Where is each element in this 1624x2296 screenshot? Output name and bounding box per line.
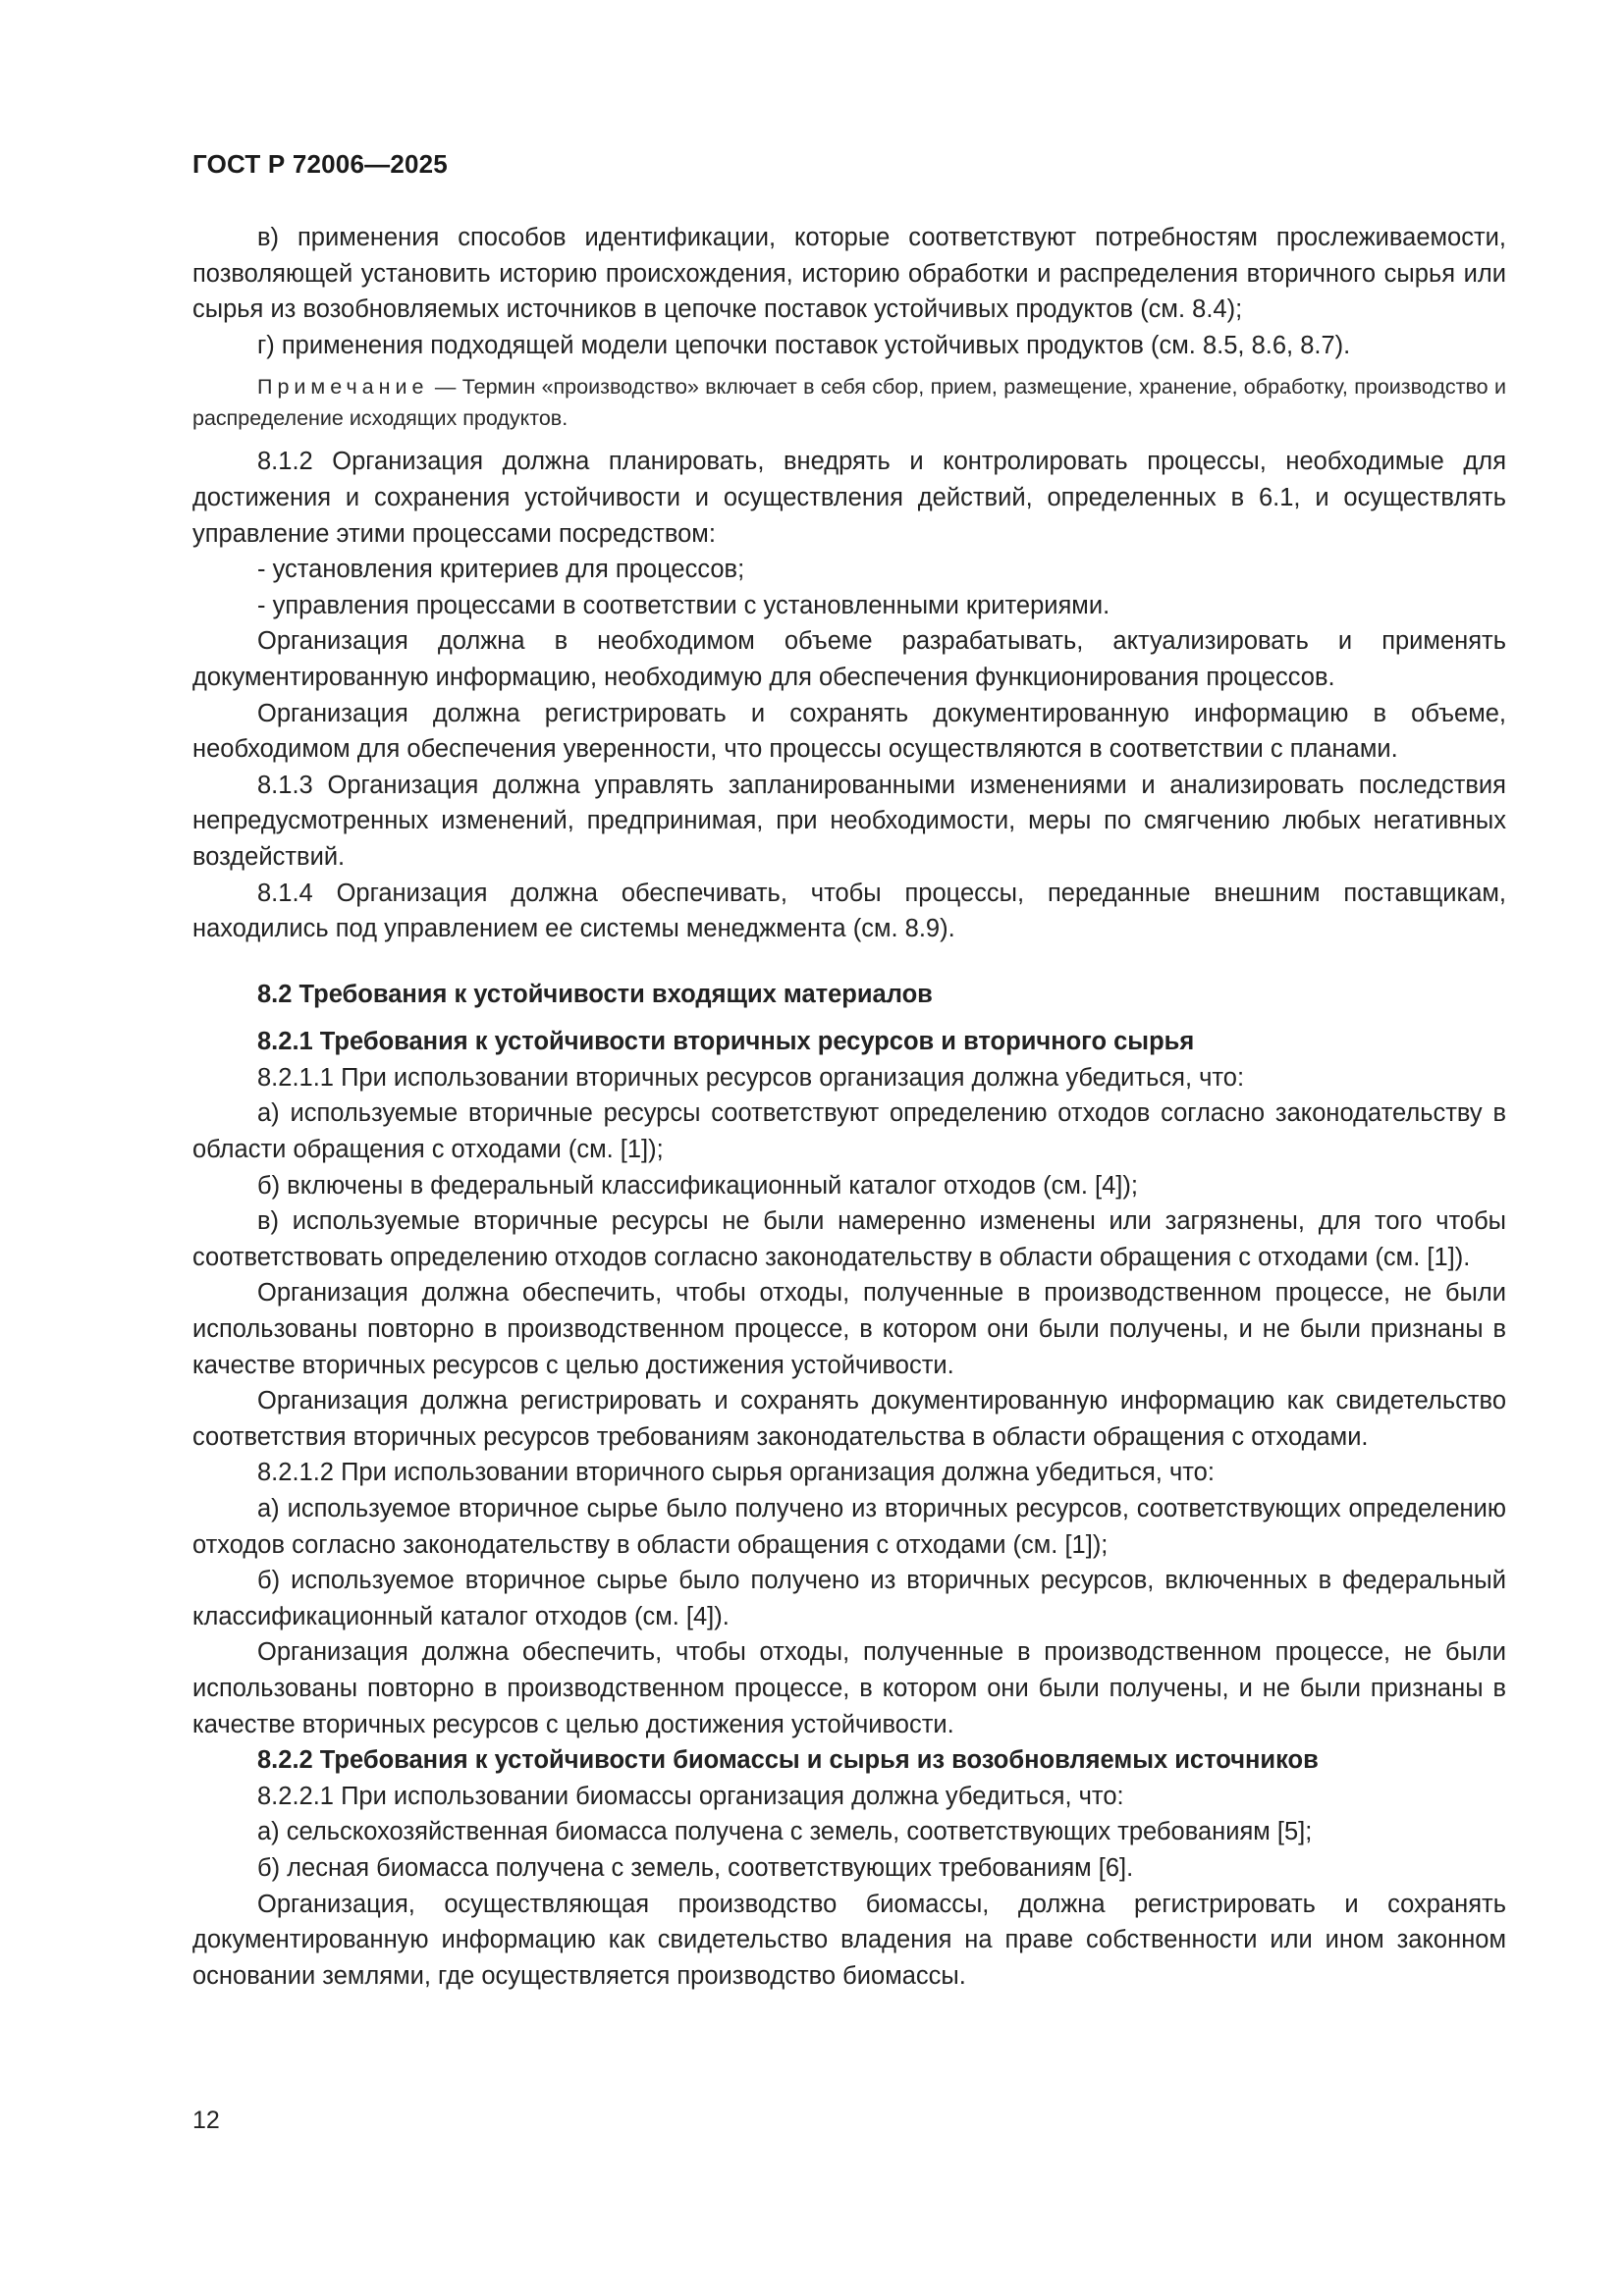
clause-8-1-4: 8.1.4 Организация должна обеспечивать, чтобы процессы, переданные внешним поставщикам, находились под управлением ее системы менеджмента (см. 8.9). <box>192 879 1506 943</box>
paragraph: Организация, осуществляющая производство биомассы, должна регистрировать и сохранять документированную информацию как свидетельство владения на праве собственности или ином законном основании землями, где осуществляется производство биомассы. <box>192 1890 1506 1990</box>
page-number: 12 <box>192 2107 220 2134</box>
section-heading-8-2-1: 8.2.1 Требования к устойчивости вторичных ресурсов и вторичного сырья <box>257 1028 1195 1056</box>
document-body <box>192 220 1506 1994</box>
paragraph: Организация должна регистрировать и сохранять документированную информацию в объеме, необходимом для обеспечения уверенности, что процессы осуществляются в соответствии с планами. <box>192 699 1506 764</box>
document-header-title: ГОСТ Р 72006—2025 <box>192 149 448 179</box>
note-text: — Термин «производство» включает в себя сбор, прием, размещение, хранение, обработку, производство и распределение исходящих продуктов. <box>192 375 1506 431</box>
section-heading-8-2-2: 8.2.2 Требования к устойчивости биомассы и сырья из возобновляемых источников <box>257 1746 1319 1775</box>
clause-8-1-2: 8.1.2 Организация должна планировать, внедрять и контролировать процессы, необходимые для достижения и сохранения устойчивости и осуществления действий, определенных в 6.1, и осуществлять управление этими процессами посредством: <box>192 448 1506 548</box>
note-label: Примечание <box>257 375 429 400</box>
list-item-g: г) применения подходящей модели цепочки поставок устойчивых продуктов (см. 8.5, 8.6, 8.7). <box>257 331 1351 359</box>
paragraph: Организация должна обеспечить, чтобы отходы, полученные в производственном процессе, не были использованы повторно в производственном процессе, в котором они были получены, и не были признаны в качестве вторичных ресурсов с целью достижения устойчивости. <box>192 1279 1506 1379</box>
dash-item-criteria: - установления критериев для процессов; <box>257 556 745 584</box>
paragraph: Организация должна регистрировать и сохранять документированную информацию как свидетельство соответствия вторичных ресурсов требованиям законодательства в области обращения с отходами. <box>192 1387 1506 1451</box>
list-item: а) используемые вторичные ресурсы соответствуют определению отходов согласно законодательству в области обращения с отходами (см. [1]); <box>192 1099 1506 1164</box>
paragraph: Организация должна в необходимом объеме разрабатывать, актуализировать и применять документированную информацию, необходимую для обеспечения функционирования процессов. <box>192 627 1506 691</box>
list-item: б) используемое вторичное сырье было получено из вторичных ресурсов, включенных в федеральный классификационный каталог отходов (см. [4]). <box>192 1567 1506 1630</box>
dash-item-management: - управления процессами в соответствии с установленными критериями. <box>257 591 1110 619</box>
clause-8-1-3: 8.1.3 Организация должна управлять запланированными изменениями и анализировать последствия непредусмотренных изменений, предпринимая, при необходимости, меры по смягчению любых негативных воздействий. <box>192 771 1506 871</box>
paragraph: Организация должна обеспечить, чтобы отходы, полученные в производственном процессе, не были использованы повторно в производственном процессе, в котором они были получены, и не были признаны в качестве вторичных ресурсов с целью достижения устойчивости. <box>192 1638 1506 1738</box>
note <box>192 371 1506 434</box>
list-item: а) используемое вторичное сырье было получено из вторичных ресурсов, соответствующих определению отходов согласно законодательству в области обращения с отходами (см. [1]); <box>192 1495 1506 1559</box>
list-item-v: в) применения способов идентификации, которые соответствуют потребностям прослеживаемости, позволяющей установить историю происхождения, историю обработки и распределения вторичного сырья или сырья из возобновляемых источников в цепочке поставок устойчивых продуктов (см. 8.4); <box>192 224 1506 324</box>
list-item: а) сельскохозяйственная биомасса получена с земель, соответствующих требованиям [5]; <box>257 1818 1313 1846</box>
list-item: б) включены в федеральный классификационный каталог отходов (см. [4]); <box>257 1171 1138 1200</box>
list-item: б) лесная биомасса получена с земель, соответствующих требованиям [6]. <box>257 1853 1134 1882</box>
clause-8-2-1-2: 8.2.1.2 При использовании вторичного сырья организация должна убедиться, что: <box>257 1459 1215 1487</box>
clause-8-2-2-1: 8.2.2.1 При использовании биомассы организация должна убедиться, что: <box>257 1782 1124 1810</box>
list-item: в) используемые вторичные ресурсы не были намеренно изменены или загрязнены, для того чтобы соответствовать определению отходов согласно законодательству в области обращения с отходами (см. [1]). <box>192 1207 1506 1271</box>
clause-8-2-1-1: 8.2.1.1 При использовании вторичных ресурсов организация должна убедиться, что: <box>257 1063 1245 1092</box>
section-heading-8-2: 8.2 Требования к устойчивости входящих материалов <box>257 980 933 1008</box>
